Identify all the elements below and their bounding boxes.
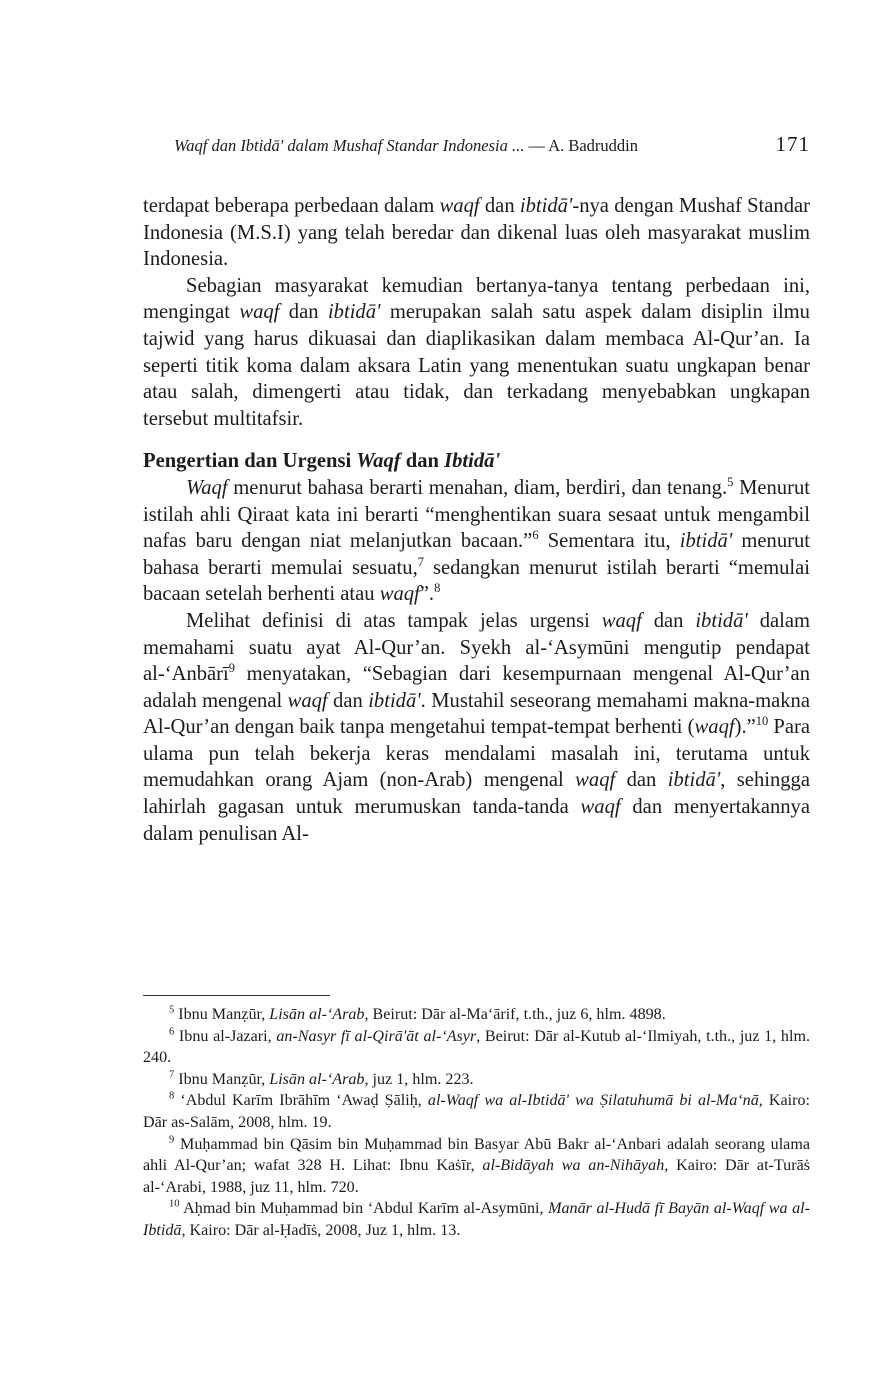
footnote-9	[143, 1134, 810, 1199]
footnote-ref-10: 10	[755, 714, 769, 729]
text-span: dan	[615, 769, 668, 792]
paragraph-3	[143, 475, 810, 608]
text-span: al-Bidāyah wa an-Nihāyah,	[482, 1157, 669, 1175]
text-span: waqf	[439, 195, 480, 217]
text-span: menurut bahasa berarti memulai sesuatu,	[143, 530, 810, 579]
text-span: Para ulama pun telah bekerja keras mendalami masalah ini, terutama untuk memudahkan orang Ajam (non-Arab) mengenal	[143, 716, 811, 792]
header-separator: —	[524, 136, 549, 155]
text-span: waqf	[239, 301, 280, 324]
text-span: dan menyertakannya dalam penulisan Al-	[143, 796, 810, 845]
paragraph-4	[143, 608, 810, 847]
text-span: Aḥmad bin Muḥammad bin ‘Abdul Karīm al-Asymūni,	[179, 1200, 549, 1218]
text-span: dan	[327, 689, 369, 712]
text-span: terdapat beberapa perbedaan dalam	[143, 195, 440, 217]
header-author: A. Badruddin	[548, 136, 639, 155]
text-span: Sebagian masyarakat kemudian bertanya-tanya tentang perbedaan ini, mengingat	[143, 274, 810, 324]
footnote-ref-8: 8	[434, 581, 441, 596]
text-span: ”.	[419, 583, 435, 606]
text-span: 5	[169, 1004, 175, 1016]
text-span: dan	[279, 301, 328, 324]
text-span: ibtidā'	[519, 195, 573, 217]
text-span: 10	[169, 1198, 180, 1210]
text-span: Ibnu al-Jazari,	[174, 1027, 277, 1045]
text-span: 9	[169, 1134, 175, 1146]
text-span: Ibnu Manẓūr,	[174, 1070, 270, 1088]
text-span: waqf	[287, 689, 328, 712]
text-span: ).”	[734, 716, 756, 739]
text-span: waqf	[601, 609, 642, 632]
footnotes	[143, 1004, 810, 1242]
text-span: al-Waqf wa al-Ibtidā' wa Ṣilatuhumā bi al-Ma‘nā,	[427, 1092, 763, 1110]
page-number: 171	[775, 132, 810, 156]
footnote-ref-9: 9	[228, 661, 236, 676]
text-span: dalam memahami suatu ayat Al-Qur’an. Syekh al-‘Asymūni mengutip pendapat al-‘Anbārī	[143, 609, 811, 686]
text-span: , Beirut: Dār al-Kutub al-‘Ilmiyah, t.th., juz 1, hlm. 240.	[143, 1027, 810, 1067]
running-title-line	[174, 131, 638, 161]
text-span: ibtidā'	[679, 530, 733, 553]
text-span: Ibnu Manẓūr,	[174, 1006, 270, 1023]
text-span: waqf	[379, 583, 420, 606]
text-span: Kairo: Dār as-Salām, 2008, hlm. 19.	[143, 1092, 811, 1131]
text-span: dan	[479, 195, 520, 217]
text-span: 7	[169, 1069, 175, 1081]
text-span: Kairo: Dār al-Ḥadīṡ, 2008, Juz 1, hlm. 13.	[185, 1221, 461, 1239]
footnote-8	[143, 1090, 810, 1133]
footnote-ref-5: 5	[727, 475, 734, 490]
text-span: an-Nasyr fī al-Qirā'āt al-‘Asyr	[276, 1027, 477, 1045]
text-span: sedangkan menurut istilah berarti “memulai bacaan setelah berhenti atau	[143, 556, 810, 606]
text-span: Lisān al-‘Arab,	[269, 1070, 369, 1088]
text-span: Manār al-Hudā fī Bayān al-Waqf wa al-Ibtidā,	[143, 1200, 810, 1239]
text-span: juz 1, hlm. 223.	[368, 1070, 474, 1088]
text-span: ibtidā'	[368, 689, 421, 712]
text-span: Menurut istilah ahli Qiraat kata ini berarti “menghentikan suara sesaat untuk mengambil nafas baru dengan niat melanjutkan bacaan.”	[143, 476, 810, 553]
footnote-ref-6: 6	[532, 528, 539, 543]
text-span: Muḥammad bin Qāsim bin Muḥammad bin Basyar Abū Bakr al-‘Anbari adalah seorang ulama ahli Al-Qur’an; wafat 328 H. Lihat: Ibnu Kaṡīr,	[143, 1135, 810, 1175]
text-span: ibtidā'	[327, 301, 381, 324]
text-span: Pengertian dan Urgensi	[143, 450, 357, 473]
text-span: waqf	[580, 796, 621, 819]
text-span: menyatakan, “Sebagian dari kesempurnaan mengenal Al-Qur’an adalah mengenal	[143, 663, 810, 712]
text-span: Beirut: Dār al-Ma‘ārif, t.th., juz 6, hlm. 4898.	[368, 1006, 666, 1023]
footnote-7	[143, 1069, 810, 1091]
body-text	[143, 193, 810, 847]
footnote-10	[143, 1198, 810, 1241]
text-span: 6	[169, 1026, 175, 1038]
text-span: ibtidā'	[695, 609, 748, 632]
text-span: dan	[641, 609, 696, 632]
text-span: Melihat definisi di atas tampak jelas urgensi	[186, 609, 602, 632]
text-span: Lisān al-‘Arab,	[269, 1006, 369, 1023]
paragraph-2	[143, 273, 810, 433]
running-header	[174, 131, 810, 161]
text-span: waqf	[694, 716, 735, 739]
text-span: merupakan salah satu aspek dalam disiplin ilmu tajwid yang harus dikuasai dan diaplikasikan dalam membaca Al-Qur’an. Ia seperti titik koma dalam aksara Latin yang menentukan suatu ungkapan benar atau salah, dimengerti atau tidak, dan terkadang menyebabkan ungkapan tersebut multitafsir.	[143, 301, 810, 430]
text-span: Ibtidā'	[444, 450, 501, 473]
text-span: menurut bahasa berarti menahan, diam, berdiri, dan tenang.	[227, 476, 728, 499]
text-span: Sementara itu,	[538, 530, 680, 553]
text-span: ‘Abdul Karīm Ibrāhīm ‘Awaḍ Ṣāliḥ,	[174, 1092, 428, 1110]
text-span: Waqf	[356, 450, 401, 473]
text-span: Kairo: Dār at-Turāṡ al-‘Arabi, 1988, juz 11, hlm. 720.	[143, 1157, 810, 1196]
text-span: . Mustahil seseorang memahami makna-makna Al-Qur’an dengan baik tanpa mengetahui tempat-tempat berhenti (	[143, 689, 810, 739]
footnote-divider	[143, 995, 330, 996]
text-span: -nya dengan Mushaf Standar Indonesia (M.S.I) yang telah beredar dan dikenal luas oleh masyarakat muslim Indonesia.	[143, 195, 810, 271]
section-heading	[143, 448, 810, 475]
text-span: , sehingga lahirlah gagasan untuk merumuskan tanda-tanda	[143, 769, 810, 819]
footnote-ref-7: 7	[417, 554, 424, 569]
text-span: 8	[169, 1091, 175, 1103]
footnote-6	[143, 1026, 810, 1069]
text-span: ibtidā'	[667, 769, 721, 792]
text-span: Waqf	[186, 476, 228, 499]
paragraph-1	[143, 193, 810, 273]
running-title: Waqf dan Ibtidā' dalam Mushaf Standar Indonesia ...	[174, 136, 525, 155]
text-span: dan	[400, 450, 445, 473]
text-span: waqf	[575, 769, 616, 792]
footnote-5	[143, 1004, 810, 1026]
